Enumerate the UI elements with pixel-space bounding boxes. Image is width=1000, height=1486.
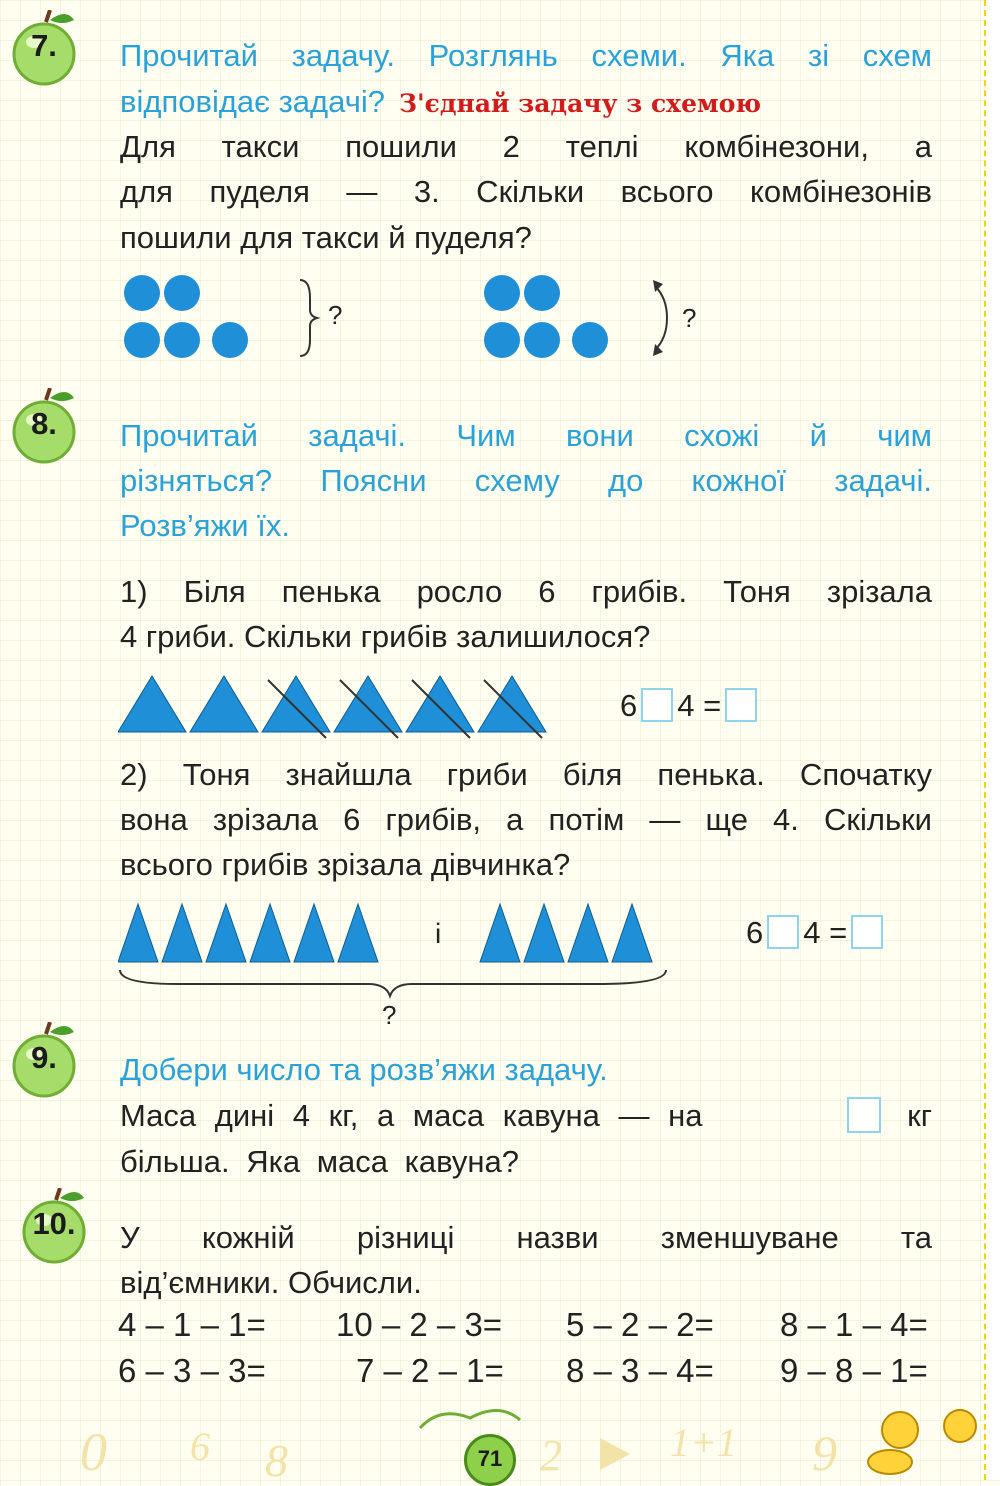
task-10-line-1: У кожній різниці назви зменшуване та [120, 1220, 932, 1255]
task-8-problem-2-connector: і [435, 918, 442, 949]
circle [164, 322, 200, 358]
task-9-apple-icon [12, 1022, 92, 1102]
expression: 5 – 2 – 2= [566, 1306, 714, 1343]
task-9-unit: кг [907, 1098, 932, 1133]
eq-operand-a: 6 [620, 688, 638, 723]
svg-text:0: 0 [80, 1422, 107, 1480]
eq-operand-a: 6 [746, 915, 764, 950]
svg-text:6: 6 [190, 1424, 210, 1469]
answer-box[interactable] [851, 915, 883, 949]
triangle [206, 904, 246, 962]
eq-operand-b: 4 = [677, 688, 722, 723]
triangle [612, 904, 652, 962]
svg-text:2: 2 [540, 1431, 562, 1480]
task-9-number: 9. [31, 1040, 57, 1075]
svg-text:1+1: 1+1 [670, 1420, 737, 1465]
task-8-problem-2-question: ? [382, 1000, 397, 1030]
svg-text:8: 8 [265, 1435, 288, 1480]
operation-box[interactable] [767, 915, 799, 949]
triangle [118, 904, 158, 962]
task-7-left-question: ? [328, 300, 343, 330]
page-number-apple-icon [464, 1434, 516, 1486]
task-7-problem-line-1: Для такси пошили 2 теплі комбінезони, а [120, 129, 932, 164]
task-7-apple-icon [12, 10, 92, 90]
task-7-problem-line-3: пошили для такси й пуделя? [120, 220, 532, 255]
page-number: 71 [477, 1446, 503, 1471]
task-8-problem-2-line-1: 2) Тоня знайшла гриби біля пенька. Спочатку [120, 757, 932, 792]
task-8-problem-1-equation [620, 688, 761, 725]
task-7-problem-line-2: для пуделя — 3. Скільки всього комбінезонів [120, 174, 932, 209]
task-8-problem-1-scheme [118, 674, 558, 742]
task-8-problem-2-scheme [118, 900, 678, 1000]
task-7-right-question: ? [682, 303, 697, 333]
circle [484, 322, 520, 358]
task-8-problem-2-equation [746, 915, 887, 952]
task-7-instruction-text: відповідає задачі? [120, 84, 385, 119]
task-7-number: 7. [31, 28, 57, 63]
task-8-instruction-line-2: різняться? Поясни схему до кожної задачі. [120, 463, 932, 498]
triangle [568, 904, 608, 962]
circle [572, 322, 608, 358]
triangle [118, 676, 186, 732]
task-8-instruction-line-1: Прочитай задачі. Чим вони схожі й чим [120, 418, 932, 453]
task-8-problem-2-line-3: всього грибів зрізала дівчинка? [120, 847, 571, 882]
task-9-text-a: Маса дині 4 кг, а маса кавуна — на [120, 1098, 703, 1133]
task-8-apple-icon [12, 388, 92, 468]
task-7-instruction-line-2 [120, 79, 932, 127]
circle [124, 275, 160, 311]
expression: 7 – 2 – 1= [356, 1352, 504, 1389]
brace [300, 280, 317, 356]
page-edge-decoration [984, 0, 1000, 1480]
triangle [338, 904, 378, 962]
task-8-problem-1-line-1: 1) Біля пенька росло 6 грибів. Тоня зрізала [120, 574, 932, 609]
task-9-line-2: більша. Яка маса кавуна? [120, 1144, 519, 1179]
expression: 10 – 2 – 3= [336, 1306, 503, 1343]
expression: 9 – 8 – 1= [780, 1352, 928, 1389]
operation-box[interactable] [641, 688, 673, 722]
svg-text:9: 9 [812, 1425, 837, 1480]
task-8-problem-2-line-2: вона зрізала 6 грибів, а потім — ще 4. Скільки [120, 802, 932, 837]
circle [164, 275, 200, 311]
eq-operand-b: 4 = [803, 915, 848, 950]
circle [524, 275, 560, 311]
brace-under [120, 970, 666, 996]
task-9-line-1 [120, 1093, 932, 1139]
task-8-problem-1-line-2: 4 гриби. Скільки грибів залишилося? [120, 619, 651, 654]
expression: 8 – 1 – 4= [780, 1306, 928, 1343]
triangle [190, 676, 258, 732]
task-8-number: 8. [31, 406, 57, 441]
task-10-number: 10. [32, 1206, 76, 1241]
triangle [294, 904, 334, 962]
answer-box[interactable] [725, 688, 757, 722]
triangle [250, 904, 290, 962]
triangle [480, 904, 520, 962]
task-9-instruction: Добери число та розв’яжи задачу. [120, 1052, 608, 1087]
task-10-line-2: від’ємники. Обчисли. [120, 1265, 422, 1300]
task-8-instruction-line-3: Розв’яжи їх. [120, 508, 290, 543]
task-9-number-box[interactable] [847, 1097, 881, 1133]
expression: 4 – 1 – 1= [118, 1306, 266, 1343]
arrow-arc [655, 286, 667, 350]
circle [212, 322, 248, 358]
triangle [162, 904, 202, 962]
circle [524, 322, 560, 358]
task-10-apple-icon [22, 1188, 102, 1268]
circle [124, 322, 160, 358]
task-7-instruction-line-1: Прочитай задачу. Розглянь схеми. Яка зі схем [120, 38, 932, 73]
triangle [524, 904, 564, 962]
task-7-handwritten-hint: З'єднай задачу з схемою [398, 89, 762, 118]
expression: 8 – 3 – 4= [566, 1352, 714, 1389]
expression: 6 – 3 – 3= [118, 1352, 266, 1389]
circle [484, 275, 520, 311]
